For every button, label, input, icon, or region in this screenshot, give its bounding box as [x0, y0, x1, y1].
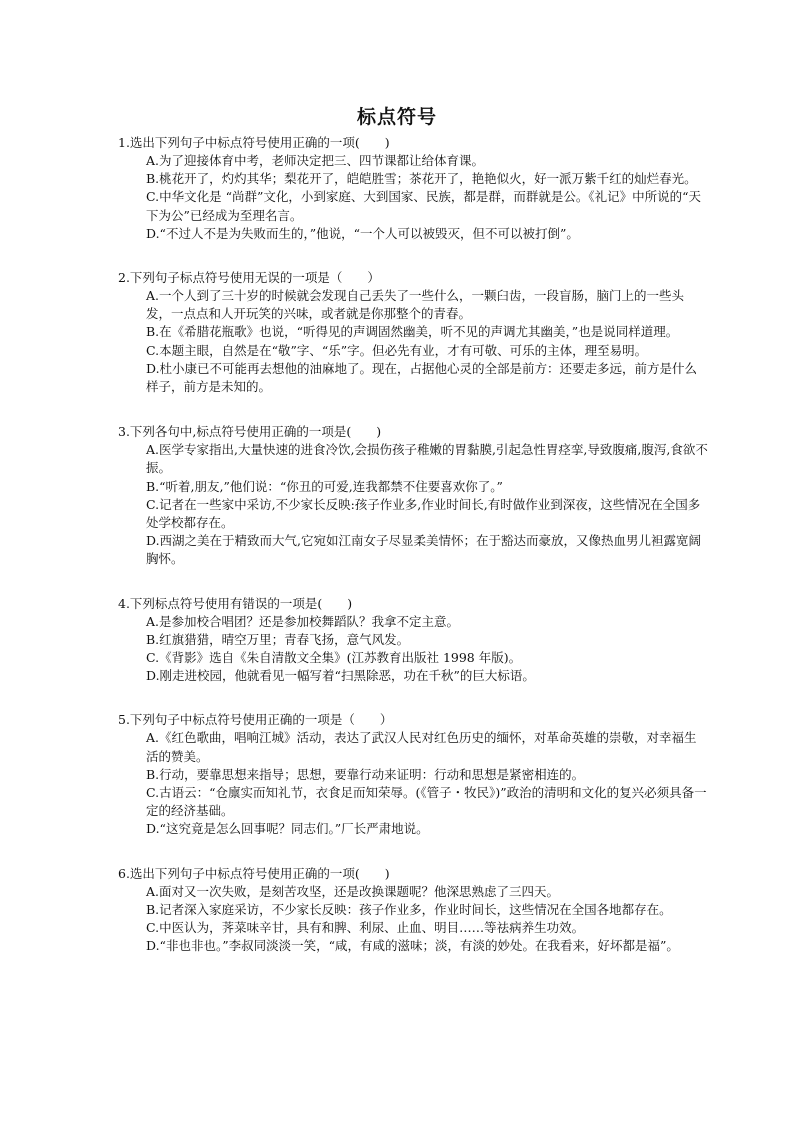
option-a: A.是参加校合唱团？还是参加校舞蹈队？我拿不定主意。: [146, 613, 460, 629]
option-d: D.刚走进校园，他就看见一幅写着“扫黑除恶，功在千秋”的巨大标语。: [146, 668, 535, 684]
question-4: [118, 595, 708, 686]
option-a: A.一个人到了三十岁的时候就会发现自己丢失了一些什么，一颗臼齿，一段盲肠，脑门上的一些头发，一点点和人开玩笑的兴味，或者就是你那整个的青春。: [146, 288, 685, 322]
question-stem: 2.下列句子标点符号使用无误的一项是（ ）: [118, 270, 380, 286]
option-c: C.《背影》选自《朱自清散文全集》(江苏教育出版社 1998 年版)。: [146, 650, 522, 666]
option-c: C.中医认为，荠菜味辛甘，具有和脾、利尿、止血、明目……等祛病养生功效。: [146, 920, 585, 936]
option-a: A.为了迎接体育中考，老师决定把三、四节课都让给体育课。: [146, 153, 485, 168]
question-stem: 4.下列标点符号使用有错误的一项是( ): [118, 595, 353, 611]
option-d: D.“这究竟是怎么回事呢？同志们。”厂长严肃地说。: [146, 821, 429, 837]
option-d: D.“非也非也。”李叔同淡淡一笑，“咸，有咸的滋味；淡，有淡的妙处。在我看来，好坏都是福”。: [146, 938, 679, 954]
page-title: 标点符号: [356, 106, 437, 128]
option-d: D.西湖之美在于精致而大气,它宛如江南女子尽显柔美情怀；在于豁达而豪放，又像热血男儿袒露宽阔胸怀。: [146, 533, 702, 567]
option-b: B.记者深入家庭采访，不少家长反映：孩子作业多，作业时间长，这些情况在全国各地都存在。: [146, 901, 672, 917]
question-stem: 5.下列句子中标点符号使用正确的一项是（ ）: [118, 712, 393, 728]
question-3: [118, 423, 708, 568]
option-a: A.《红色歌曲，唱响江城》活动，表达了武汉人民对红色历史的缅怀，对革命英雄的崇敬，对幸福生活的赞美。: [146, 730, 697, 764]
option-d: D.“不过人不是为失败而生的，”他说，“一个人可以被毁灭，但不可以被打倒”。: [146, 225, 579, 241]
option-d: D.杜小康已不可能再去想他的油麻地了。现在，占据他心灵的全部是前方：还要走多远，前方是什么样子，前方是未知的。: [146, 360, 698, 395]
question-1: [118, 134, 708, 243]
option-b: B.桃花开了，灼灼其华；梨花开了，皑皑胜雪；茶花开了，艳艳似火，好一派万紫千红的灿烂春光。: [146, 171, 697, 187]
option-b: B.在《希腊花瓶歌》也说，“听得见的声调固然幽美，听不见的声调尤其幽美，”也是说同样道理。: [146, 324, 679, 340]
question-stem: 6.选出下列句子中标点符号使用正确的一项( ): [118, 865, 390, 881]
option-b: B.行动，要靠思想来指导；思想，要靠行动来证明：行动和思想是紧密相连的。: [146, 766, 585, 782]
option-c: C.本题主眼，自然是在“敬”字、“乐”字。但必先有业，才有可敬、可乐的主体，理至易明。: [146, 342, 648, 358]
question-6: [118, 865, 708, 956]
question-2: [118, 269, 708, 396]
option-c: C.古语云：“仓廪实而知礼节，衣食足而知荣辱。(《管子・牧民》)”政治的清明和文化的复兴必须具备一定的经济基础。: [146, 785, 707, 819]
option-a: A.面对又一次失败，是刻苦攻坚，还是改换课题呢？他深思熟虑了三四天。: [146, 883, 560, 899]
option-a: A.医学专家指出,大量快速的进食冷饮,会损伤孩子稚嫩的胃黏膜,引起急性胃痉挛,导致腹痛,腹泻,食欲不振。: [146, 442, 708, 476]
option-b: B.“听着,朋友,”他们说：“你丑的可爱,连我都禁不住要喜欢你了。”: [146, 478, 503, 494]
option-c: C.记者在一些家中采访,不少家长反映:孩子作业多,作业时间长,有时做作业到深夜，这些情况在全国多处学校都存在。: [146, 496, 701, 531]
option-c: C.中华文化是 “尚群”文化，小到家庭、大到国家、民族，都是群，而群就是公。《礼记》中所说的“天下为公”已经成为至理名言。: [146, 189, 701, 223]
question-stem: 3.下列各句中,标点符号使用正确的一项是( ): [118, 424, 382, 440]
option-b: B.红旗猎猎，晴空万里；青春飞扬，意气风发。: [146, 631, 410, 647]
question-5: [118, 711, 708, 838]
question-stem: 1.选出下列句子中标点符号使用正确的一项( ): [118, 135, 390, 150]
question-list: [118, 134, 708, 982]
